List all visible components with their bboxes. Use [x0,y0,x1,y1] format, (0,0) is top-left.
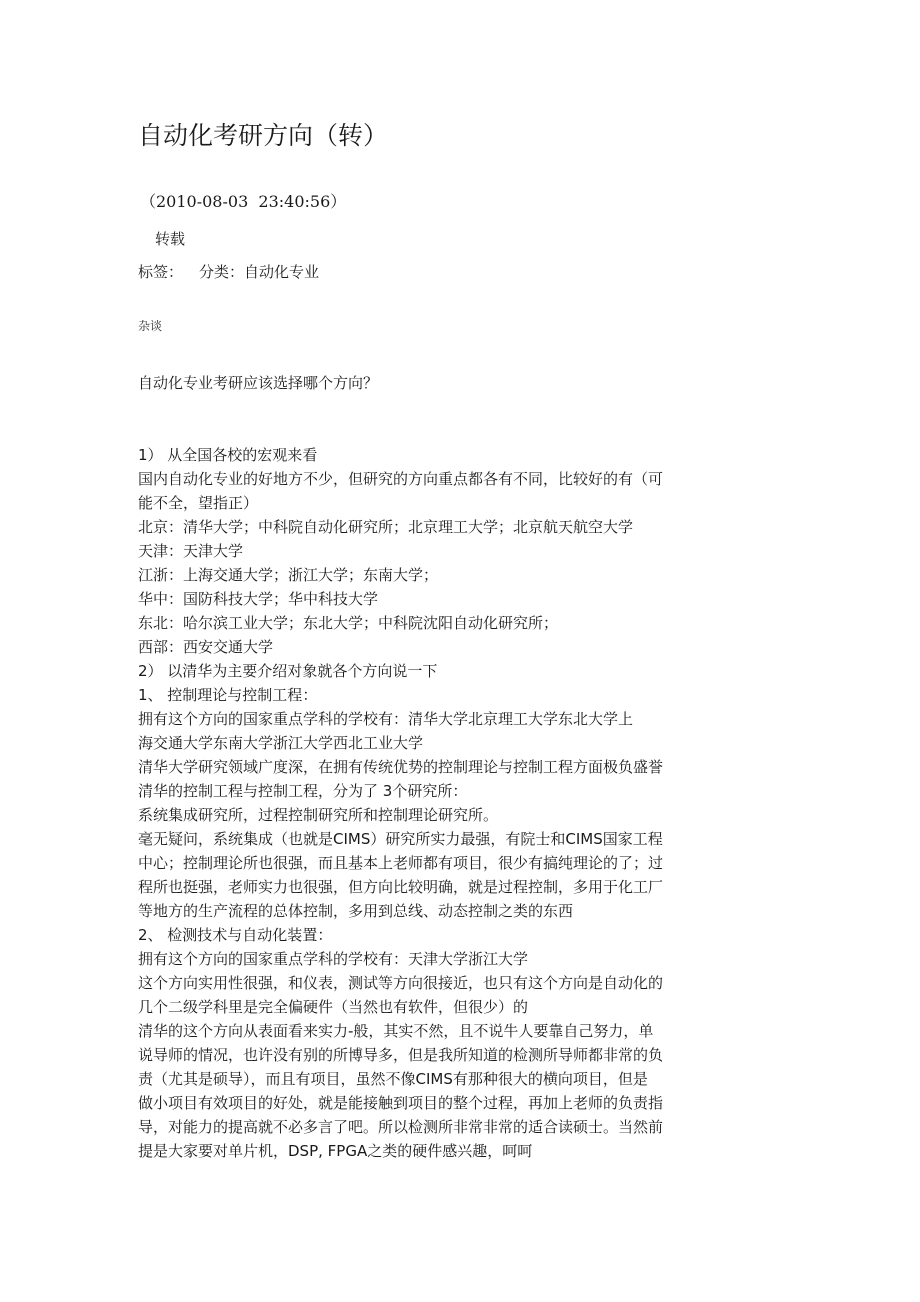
body-line: 海交通大学东南大学浙江大学西北工业大学 [138,734,424,752]
intro-question: 自动化专业考研应该选择哪个方向？ [138,374,379,392]
body-line: 责（尤其是硕导），而且有项目，虽然不像CIMS有那种很大的横向项目，但是 [138,1070,648,1088]
post-date: （2010-08-03 23:40:56） [140,192,347,211]
body-line: 程所也挺强，老师实力也很强，但方向比较明确，就是过程控制，多用于化工厂 [138,878,664,896]
body-line: 1、 控制理论与控制工程： [138,686,318,704]
body-line: 提是大家要对单片机，DSP, FPGA之类的硬件感兴趣，呵呵 [138,1142,533,1160]
body-line: 系统集成研究所，过程控制研究所和控制理论研究所。 [138,806,499,824]
body-line: 1） 从全国各校的宏观来看 [138,446,318,464]
body-line: 中心；控制理论所也很强，而且基本上老师都有项目，很少有搞纯理论的了；过 [138,854,664,872]
tags-label: 标签： [138,263,184,281]
article-body [138,443,738,1163]
body-line: 清华大学研究领域广度深，在拥有传统优势的控制理论与控制工程方面极负盛誉 [138,758,664,776]
body-line: 2、 检测技术与自动化装置： [138,926,333,944]
body-line: 清华的这个方向从表面看来实力-般，其实不然，且不说牛人要靠自己努力，单 [138,1022,654,1040]
body-line: 清华的控制工程与控制工程，分为了 3个研究所： [138,782,468,800]
body-line: 天津：天津大学 [138,542,244,560]
misc-tag: 杂谈 [138,319,163,333]
body-line: 江浙：上海交通大学；浙江大学；东南大学； [138,566,439,584]
category-label: 分类：自动化专业 [199,263,320,281]
body-line: 这个方向实用性很强，和仪表，测试等方向很接近，也只有这个方向是自动化的 [138,974,664,992]
body-line: 东北：哈尔滨工业大学；东北大学；中科院沈阳自动化研究所； [138,614,559,632]
body-line: 几个二级学科里是完全偏硬件（当然也有软件，但很少）的 [138,998,529,1016]
body-line: 做小项目有效项目的好处，就是能接触到项目的整个过程，再加上老师的负责指 [138,1094,664,1112]
body-line: 国内自动化专业的好地方不少，但研究的方向重点都各有不同，比较好的有（可 [138,470,664,488]
body-line: 等地方的生产流程的总体控制，多用到总线、动态控制之类的东西 [138,902,574,920]
repost-label: 转载 [155,230,186,248]
body-line: 拥有这个方向的国家重点学科的学校有：清华大学北京理工大学东北大学上 [138,710,634,728]
body-line: 拥有这个方向的国家重点学科的学校有：天津大学浙江大学 [138,950,529,968]
body-line: 能不全，望指正） [138,494,259,512]
body-line: 2） 以清华为主要介绍对象就各个方向说一下 [138,662,438,680]
body-line: 导，对能力的提高就不必多言了吧。所以检测所非常非常的适合读硕士。当然前 [138,1118,664,1136]
body-line: 说导师的情况，也许没有别的所博导多，但是我所知道的检测所导师都非常的负 [138,1046,664,1064]
body-line: 华中：国防科技大学；华中科技大学 [138,590,379,608]
document-title: 自动化考研方向（转） [138,121,389,150]
tags-row [138,260,319,284]
body-line: 西部：西安交通大学 [138,638,274,656]
body-line: 北京：清华大学；中科院自动化研究所；北京理工大学；北京航天航空大学 [138,518,634,536]
body-line: 毫无疑问，系统集成（也就是CIMS）研究所实力最强，有院士和CIMS国家工程 [138,830,663,848]
